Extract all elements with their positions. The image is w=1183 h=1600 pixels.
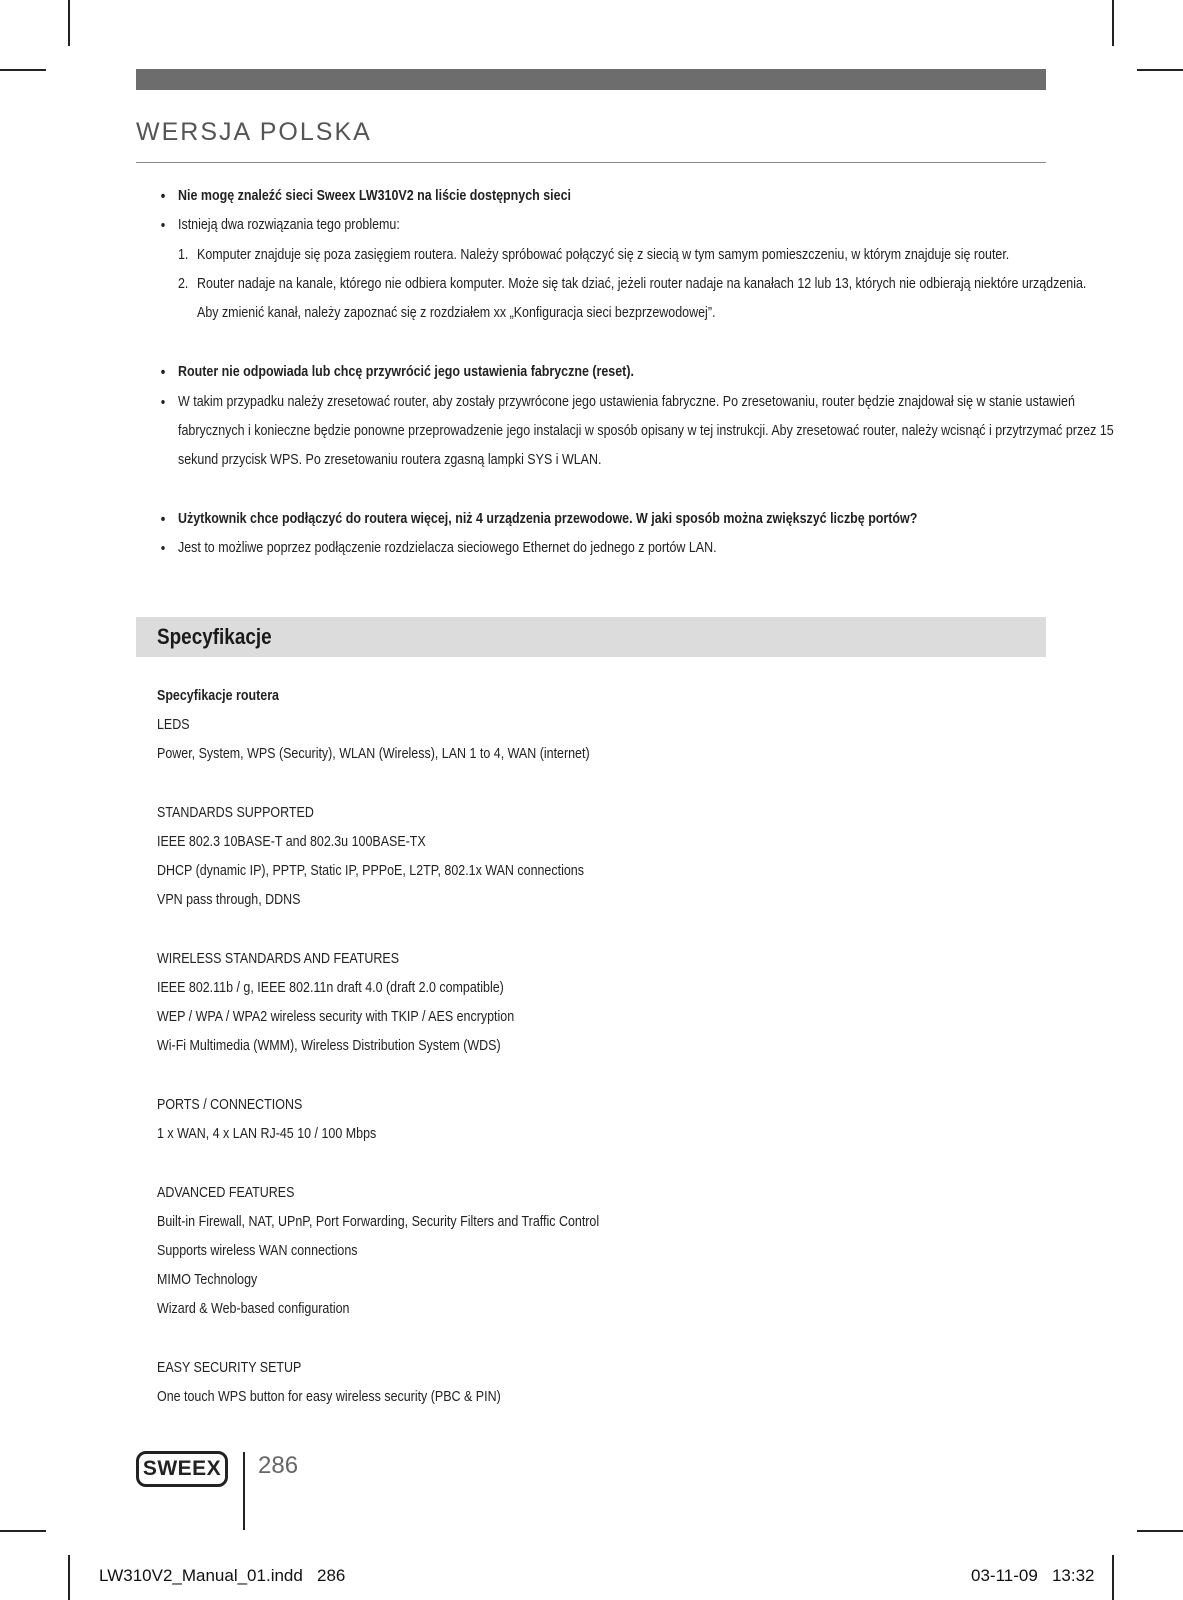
crop-mark	[68, 0, 70, 46]
spec-line: DHCP (dynamic IP), PPTP, Static IP, PPPoE, L2TP, 802.1x WAN connections	[157, 863, 584, 879]
title-divider	[136, 162, 1046, 163]
spec-line: MIMO Technology	[157, 1272, 258, 1288]
spec-line: 1 x WAN, 4 x LAN RJ-45 10 / 100 Mbps	[157, 1126, 377, 1142]
spec-label: LEDS	[157, 717, 190, 733]
crop-mark	[0, 1530, 46, 1532]
spec-label: STANDARDS SUPPORTED	[157, 805, 314, 821]
print-slug-date: 03-11-09 13:32	[971, 1566, 1095, 1585]
footer-divider	[243, 1452, 245, 1530]
faq-answer: • Jest to możliwe poprzez podłączenie rozdzielacza sieciowego Ethernet do jednego z portów LAN.	[178, 540, 717, 556]
faq-answer: sekund przycisk WPS. Po zresetowaniu routera zgasną lampki SYS i WLAN.	[178, 452, 602, 468]
spec-line: Wi-Fi Multimedia (WMM), Wireless Distribution System (WDS)	[157, 1038, 501, 1054]
spec-line: WEP / WPA / WPA2 wireless security with TKIP / AES encryption	[157, 1009, 515, 1025]
spec-label: WIRELESS STANDARDS AND FEATURES	[157, 951, 400, 967]
crop-mark	[1112, 1555, 1114, 1600]
spec-line: Power, System, WPS (Security), WLAN (Wireless), LAN 1 to 4, WAN (internet)	[157, 746, 590, 762]
print-slug-file: LW310V2_Manual_01.indd 286	[99, 1566, 346, 1585]
spec-subtitle: Specyfikacje routera	[157, 688, 279, 704]
crop-mark	[1137, 1530, 1183, 1532]
spec-line: Built-in Firewall, NAT, UPnP, Port Forwarding, Security Filters and Traffic Control	[157, 1214, 600, 1230]
crop-mark	[1112, 0, 1114, 46]
spec-label: EASY SECURITY SETUP	[157, 1360, 302, 1376]
list-item: Aby zmienić kanał, należy zapoznać się z rozdziałem xx „Konfiguracja sieci bezprzewodowej”.	[197, 305, 716, 321]
faq-question: • Użytkownik chce podłączyć do routera więcej, niż 4 urządzenia przewodowe. W jaki sposób można zwiększyć liczbę portów?	[178, 511, 917, 527]
page-title: WERSJA POLSKA	[136, 118, 372, 146]
list-item: Komputer znajduje się poza zasięgiem routera. Należy spróbować połączyć się z siecią w tym samym pomieszczeniu, w którym znajduje się router.	[197, 247, 1010, 263]
list-item: Router nadaje na kanale, którego nie odbiera komputer. Może się tak dziać, jeżeli router nadaje na kanałach 12 lub 13, których nie odbierają niektóre urządzenia.	[197, 276, 1087, 292]
spec-line: One touch WPS button for easy wireless security (PBC & PIN)	[157, 1389, 501, 1405]
section-title: Specyfikacje	[157, 624, 272, 649]
faq-question: • Router nie odpowiada lub chcę przywrócić jego ustawienia fabryczne (reset).	[178, 364, 634, 380]
spec-line: IEEE 802.3 10BASE-T and 802.3u 100BASE-TX	[157, 834, 426, 850]
list-number: 2.	[178, 276, 189, 292]
faq-answer: • W takim przypadku należy zresetować router, aby zostały przywrócone jego ustawienia fabryczne. Po zresetowaniu, router będzie znajdował się w stanie ustawień	[178, 394, 1075, 410]
spec-line: Wizard & Web-based configuration	[157, 1301, 350, 1317]
spec-label: PORTS / CONNECTIONS	[157, 1097, 303, 1113]
spec-line: IEEE 802.11b / g, IEEE 802.11n draft 4.0 (draft 2.0 compatible)	[157, 980, 504, 996]
crop-mark	[0, 69, 46, 71]
faq-question: • Nie mogę znaleźć sieci Sweex LW310V2 na liście dostępnych sieci	[178, 188, 571, 204]
header-bar	[136, 69, 1046, 90]
section-header-bar	[136, 617, 1046, 657]
faq-answer: • Istnieją dwa rozwiązania tego problemu:	[178, 217, 400, 233]
spec-label: ADVANCED FEATURES	[157, 1185, 295, 1201]
spec-line: VPN pass through, DDNS	[157, 892, 301, 908]
spec-line: Supports wireless WAN connections	[157, 1243, 358, 1259]
crop-mark	[68, 1555, 70, 1600]
crop-mark	[1137, 69, 1183, 71]
faq-answer: fabrycznych i konieczne będzie ponowne przeprowadzenie jego instalacji w sposób opisany w tej instrukcji. Aby zresetować router, należy wcisnąć i przytrzymać przez 15	[178, 423, 1114, 439]
list-number: 1.	[178, 247, 189, 263]
sweex-logo: SWEEX	[136, 1451, 228, 1487]
page-number: 286	[258, 1452, 299, 1479]
